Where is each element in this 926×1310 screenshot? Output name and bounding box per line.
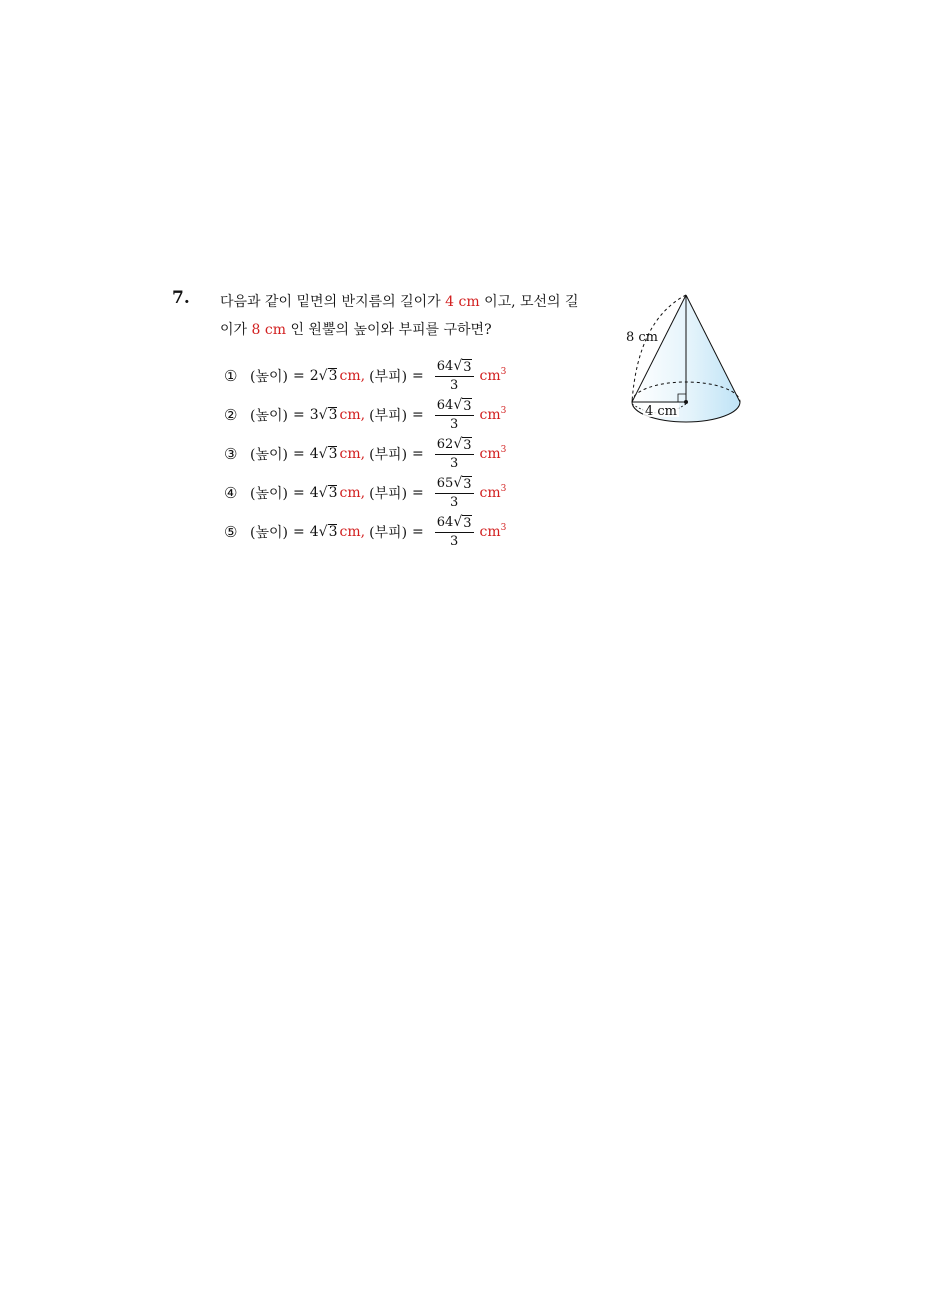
fraction-numerator	[435, 515, 474, 533]
equals-sign: =	[412, 367, 424, 384]
equals-sign: =	[292, 367, 305, 384]
radical-sign: √	[318, 484, 328, 501]
volume-fraction	[435, 359, 474, 393]
height-label: (높이)	[250, 407, 288, 424]
radicand: 3	[328, 406, 338, 423]
fraction-denominator: 3	[450, 533, 459, 549]
question-line-2	[220, 316, 610, 344]
equals-sign: =	[412, 406, 424, 423]
sqrt-expression	[453, 515, 471, 531]
volume-unit-exponent: 3	[500, 406, 507, 416]
radical-sign: √	[318, 445, 328, 462]
numerator-coefficient: 64	[436, 358, 454, 374]
volume-unit-base: cm	[479, 485, 501, 501]
numerator-coefficient: 62	[436, 436, 454, 452]
height-coefficient: 3	[309, 406, 319, 423]
base-center-dot	[684, 400, 688, 404]
volume-unit	[480, 445, 507, 462]
radicand: 3	[328, 484, 338, 501]
equals-sign: =	[292, 484, 305, 501]
fraction-numerator	[435, 476, 474, 494]
height-unit: cm,	[339, 484, 366, 501]
height-label: (높이)	[250, 485, 288, 502]
question-number: 7.	[172, 288, 190, 308]
volume-unit-exponent: 3	[500, 523, 507, 533]
choice-number: ④	[224, 483, 238, 502]
radical-sign: √	[318, 406, 328, 423]
volume-unit-base: cm	[479, 407, 501, 423]
volume-fraction	[435, 476, 474, 510]
height-coefficient: 4	[309, 484, 319, 501]
sqrt-expression	[453, 398, 471, 414]
sqrt-expression	[319, 407, 338, 423]
volume-label: (부피)	[369, 485, 408, 502]
sqrt-expression	[453, 437, 471, 453]
volume-label: (부피)	[369, 407, 408, 424]
choice-number: ③	[224, 444, 238, 463]
volume-unit	[480, 484, 507, 501]
cone-figure	[610, 280, 750, 440]
sqrt-expression	[319, 524, 338, 540]
fraction-numerator	[435, 359, 474, 377]
volume-unit-exponent: 3	[500, 445, 507, 455]
equals-sign: =	[292, 523, 305, 540]
radicand: 3	[328, 523, 338, 540]
sqrt-expression	[319, 368, 338, 384]
fraction-denominator: 3	[450, 416, 459, 432]
slant-value: 8 cm	[251, 322, 286, 338]
fraction-denominator: 3	[450, 494, 459, 510]
equals-sign: =	[292, 406, 305, 423]
volume-fraction	[435, 398, 474, 432]
question-text	[220, 288, 610, 344]
answer-choice[interactable]	[224, 395, 506, 434]
radical-sign: √	[453, 513, 463, 530]
answer-choice[interactable]	[224, 356, 506, 395]
volume-label: (부피)	[369, 368, 408, 385]
volume-unit	[480, 523, 507, 540]
question-text-part: 이고, 모선의 길	[484, 294, 579, 310]
volume-unit	[480, 367, 507, 384]
radicand: 3	[463, 359, 472, 375]
volume-fraction	[435, 515, 474, 549]
radical-sign: √	[453, 435, 463, 452]
volume-label: (부피)	[369, 524, 408, 541]
answer-choice[interactable]	[224, 473, 506, 512]
numerator-coefficient: 64	[436, 514, 454, 530]
radicand: 3	[463, 515, 472, 531]
volume-unit-base: cm	[479, 524, 501, 540]
radicand: 3	[463, 398, 472, 414]
radical-sign: √	[453, 396, 463, 413]
volume-unit-exponent: 3	[500, 367, 507, 377]
choice-number: ⑤	[224, 522, 238, 541]
radicand: 3	[463, 437, 472, 453]
radical-sign: √	[318, 523, 328, 540]
question-text-part: 이가	[220, 322, 248, 338]
volume-unit-exponent: 3	[500, 484, 507, 494]
numerator-coefficient: 65	[436, 475, 454, 491]
answer-choice[interactable]	[224, 434, 506, 473]
answer-choice[interactable]	[224, 512, 506, 551]
choice-number: ②	[224, 405, 238, 424]
equals-sign: =	[412, 445, 424, 462]
height-label: (높이)	[250, 524, 288, 541]
radius-value: 4 cm	[445, 294, 480, 310]
fraction-denominator: 3	[450, 377, 459, 393]
height-unit: cm,	[339, 367, 366, 384]
sqrt-expression	[319, 485, 338, 501]
volume-unit	[480, 406, 507, 423]
fraction-numerator	[435, 398, 474, 416]
height-coefficient: 2	[309, 367, 319, 384]
height-label: (높이)	[250, 368, 288, 385]
equals-sign: =	[412, 484, 424, 501]
height-unit: cm,	[339, 445, 366, 462]
slant-label: 8 cm	[626, 330, 659, 345]
volume-unit-base: cm	[479, 368, 501, 384]
radical-sign: √	[453, 357, 463, 374]
height-unit: cm,	[339, 406, 366, 423]
sqrt-expression	[453, 359, 471, 375]
sqrt-expression	[319, 446, 338, 462]
equals-sign: =	[412, 523, 424, 540]
fraction-denominator: 3	[450, 455, 459, 471]
question-text-part: 인 원뿔의 높이와 부피를 구하면?	[290, 322, 492, 338]
equals-sign: =	[292, 445, 305, 462]
radius-label: 4 cm	[645, 404, 678, 419]
numerator-coefficient: 64	[436, 397, 454, 413]
question-text-part: 다음과 같이 밑면의 반지름의 길이가	[220, 294, 441, 310]
radicand: 3	[328, 445, 338, 462]
height-label: (높이)	[250, 446, 288, 463]
choice-number: ①	[224, 366, 238, 385]
volume-label: (부피)	[369, 446, 408, 463]
volume-fraction	[435, 437, 474, 471]
height-unit: cm,	[339, 523, 366, 540]
height-coefficient: 4	[309, 445, 319, 462]
sqrt-expression	[453, 476, 471, 492]
volume-unit-base: cm	[479, 446, 501, 462]
fraction-numerator	[435, 437, 474, 455]
radicand: 3	[463, 476, 472, 492]
radicand: 3	[328, 367, 338, 384]
question-line-1	[220, 288, 610, 316]
answer-choices	[224, 356, 506, 551]
radical-sign: √	[453, 474, 463, 491]
radical-sign: √	[318, 367, 328, 384]
height-coefficient: 4	[309, 523, 319, 540]
